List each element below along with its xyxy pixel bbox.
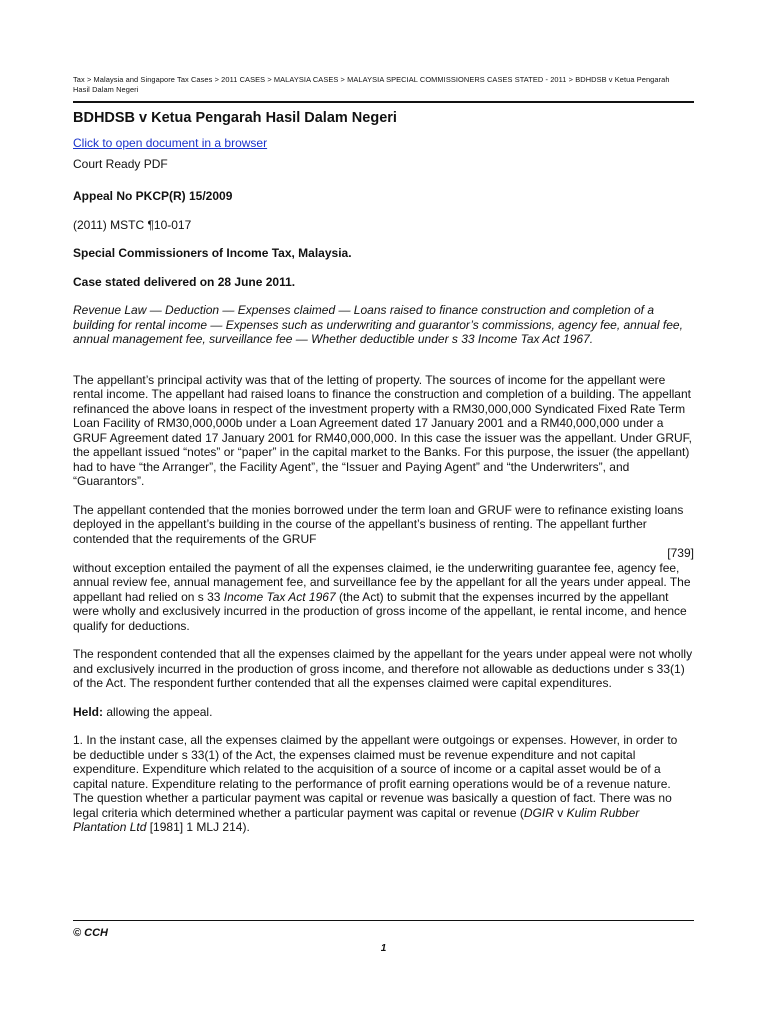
paragraph-holding-1 [73,733,694,835]
paragraph-requirements-text-b: (the Act) to submit that the expenses incurred by the appellant were wholly and exclusively incurred in the production of gross income of the appellant, ie rental income, and hence qualify for deductions. [73,589,687,633]
page-title: BDHDSB v Ketua Pengarah Hasil Dalam Negeri [73,110,397,126]
holding-text-b: [1981] 1 MLJ 214). [146,820,250,834]
citation: (2011) MSTC ¶10-017 [73,217,192,232]
court-name: Special Commissioners of Income Tax, Malaysia. [73,246,352,260]
page-marker: [739] [667,546,694,560]
document-body [73,136,694,835]
paragraph-requirements [73,561,694,634]
footer-copyright: © CCH [73,927,108,939]
footer-divider [73,920,694,921]
held-text: allowing the appeal. [103,704,213,719]
catchwords: Revenue Law — Deduction — Expenses claimed — Loans raised to finance construction and completion of a building for rental income — Expenses such as underwriting and guarantor’s commissions, agency fee, annual fee, annual management fee, surveillance fee — Whether deductible under s 33 Income Tax Act 1967. [73,303,683,346]
paragraph-facts: The appellant’s principal activity was that of the letting of property. The sources of income for the appellant were rental income. The appellant had raised loans to finance the construction and completion of a building. The appellant refinanced the above loans in respect of the investment property with a RM30,000,000 Syndicated Fixed Rate Term Loan Facility of RM30,000,000b under a Loan Agreement dated 17 January 2001 and a RM40,000,000 under a GRUF Agreement dated 17 January 2001 for RM40,000,000. In this case the issuer was the appellant. Under GRUF, the appellant issued “notes” or “paper” in the capital market to the Banks. For this purpose, the issuer (the appellant) had to have “the Arranger”, the Facility Agent”, the “Issuer and Paying Agent” and “the Underwriters”, and “Guarantors”. [73,372,693,488]
act-name: Income Tax Act 1967 [223,589,336,604]
court-ready-label: Court Ready PDF [73,156,168,171]
paragraph-requirements-text-a: without exception entailed the payment of all the expenses claimed, ie the underwriting guarantee fee, agency fee, annual review fee, annual management fee, and surveillance fee by the appellant for all the years under appeal. The appellant had relied on s 33 [73,560,691,604]
appeal-number: Appeal No PKCP(R) 15/2009 [73,189,233,203]
breadcrumb-line-1: Tax > Malaysia and Singapore Tax Cases > 2011 CASES > MALAYSIA CASES > MALAYSIA SPECIAL COMMISSIONERS CASES STATED - 2011 > BDHDSB v Ketua Pengarah [73,75,670,84]
breadcrumb-line-2: Hasil Dalam Negeri [73,85,139,94]
footer-page-number: 1 [380,943,387,954]
breadcrumb [73,75,694,95]
open-in-browser-link[interactable]: Click to open document in a browser [73,136,268,150]
paragraph-respondent-contention: The respondent contended that all the expenses claimed by the appellant for the years under appeal were not wholly and exclusively incurred in the production of gross income, and therefore not allowable as deductions under s 33(1) of the Act. The respondent further contended that all the expenses claimed were capital expenditures. [73,647,693,690]
holding-text-a: 1. In the instant case, all the expenses claimed by the appellant were outgoings or expenses. However, in order to be deductible under s 33(1) of the Act, the expenses claimed must be revenue expenditure and not capital expenditure. Expenditure which related to the acquisition of a source of income or a capital asset would be of a capital nature. Expenditure relating to the performance of profit earning operations would be of a revenue nature. The question whether a particular payment was capital or revenue was basically a question of fact. There was no legal criteria which determined whether a particular payment was capital or revenue ( [73,733,678,820]
case-party-2: Kulim Rubber Plantation Ltd [73,805,640,834]
delivery-date: Case stated delivered on 28 June 2011. [73,274,296,289]
held-line [73,705,694,720]
held-label: Held: [73,704,103,719]
case-party-1: DGIR [523,805,554,820]
header-divider [73,101,694,103]
paragraph-appellant-contention: The appellant contended that the monies borrowed under the term loan and GRUF were to refinance existing loans deployed in the appellant’s building in the course of the appellant’s business of renting. The appellant further contended that the requirements of the GRUF [73,502,684,546]
case-versus: v [553,805,567,820]
